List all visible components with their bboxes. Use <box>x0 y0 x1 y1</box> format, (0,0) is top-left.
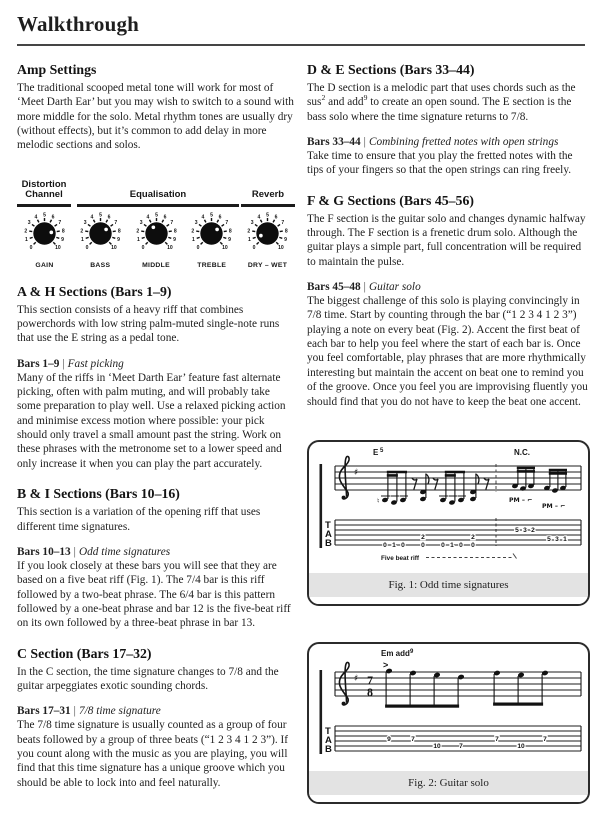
right-column <box>307 56 590 804</box>
natural-icon: ♮ <box>377 496 380 505</box>
chord-superscript: 9 <box>410 648 414 655</box>
svg-text:6: 6 <box>274 214 278 221</box>
add9-superscript: 9 <box>363 93 368 103</box>
two-column-layout <box>17 56 588 804</box>
tab-letter-a: A <box>325 734 332 746</box>
tab-number: 0 <box>401 541 405 549</box>
svg-text:5: 5 <box>43 212 46 219</box>
tab-number: 5 <box>547 535 551 543</box>
svg-text:7: 7 <box>225 219 229 226</box>
figure-2-caption: Fig. 2: Guitar solo <box>309 771 588 795</box>
tab-number: 1 <box>392 541 396 549</box>
svg-text:4: 4 <box>90 214 94 221</box>
knob-middle <box>129 211 184 269</box>
subhead-bars-1-9 <box>17 358 295 370</box>
subhead-topic: 7/8 time signature <box>78 705 161 718</box>
page-title: Walkthrough <box>17 12 140 36</box>
amp-group-headers <box>17 166 295 207</box>
intro-text: The D section is a melodic part that uses chords such as the sus <box>307 82 576 109</box>
amp-group-bar <box>17 204 71 207</box>
chord-label: Em add <box>381 648 410 658</box>
tab-number: 3 <box>523 526 527 534</box>
tab-number: 10 <box>517 742 525 750</box>
sharp-icon: ♯ <box>354 467 359 478</box>
knob-dial-icon <box>73 211 128 256</box>
subhead-bars-10-13 <box>17 546 295 558</box>
tab-number: 0 <box>383 541 387 549</box>
amp-group-reverb <box>241 190 295 206</box>
svg-text:5: 5 <box>266 212 269 219</box>
svg-text:9: 9 <box>228 236 232 243</box>
figure-padding <box>309 597 588 604</box>
notes-beamed <box>385 668 548 708</box>
amp-settings-heading: Amp Settings <box>17 62 97 77</box>
svg-text:0: 0 <box>196 244 200 251</box>
knob-label: TREBLE <box>197 261 227 269</box>
svg-text:0: 0 <box>252 244 256 251</box>
amp-group-label: Equalisation <box>129 189 187 201</box>
subhead-topic: Combining fretted notes with open strings <box>368 136 559 149</box>
no-chord-label: N.C. <box>514 447 530 457</box>
svg-text:10: 10 <box>222 244 229 251</box>
knob-dial-icon <box>17 211 72 256</box>
section-a-h-intro: This section consists of a heavy riff that combines powerchords with low string palm-muted single-note runs that use the E string as a pedal tone. <box>17 303 280 345</box>
svg-text:4: 4 <box>34 214 38 221</box>
svg-text:10: 10 <box>278 244 284 251</box>
svg-text:8: 8 <box>173 228 177 235</box>
section-b-i-heading: B & I Sections (Bars 10–16) <box>17 486 180 502</box>
bars-range: Bars 33–44 <box>307 136 361 149</box>
tab-number: 1 <box>450 541 454 549</box>
palm-mute-label: PM – ⌐ <box>542 502 566 510</box>
figure-1-caption: Fig. 1: Odd time signatures <box>309 573 588 597</box>
svg-text:1: 1 <box>80 236 84 243</box>
knob-dial-icon <box>240 211 295 256</box>
sus2-superscript: 2 <box>321 93 326 103</box>
amp-settings-diagram <box>17 166 295 269</box>
figure-padding <box>309 795 588 802</box>
tab-number: 0 <box>471 541 475 549</box>
tab-number: 2 <box>471 533 475 541</box>
knob-label: GAIN <box>35 261 54 269</box>
amp-group-label: Distortion Channel <box>21 178 67 201</box>
svg-text:5: 5 <box>154 212 158 219</box>
knob-dial-icon <box>184 211 239 256</box>
section-b-i-body: If you look closely at these bars you will see that they are based on a five beat riff (Fig. 1). The 7/4 bar is this riff followed by a two-beat phrase. The 6/4 bar is this pattern followed by a one-beat phrase and bar 12 is the five-beat riff on its own followed by a three-beat phrase in bar 13. <box>17 559 291 630</box>
tab-number: 0 <box>459 541 463 549</box>
amp-settings-body: The traditional scooped metal tone will work for most of ‘Meet Darth Ear’ but you may wish to switch to a sound with more middle for the solo. Metal rhythm tones are usually dry (without effects), but it’s common to add delay in more melodic sections and solos. <box>17 82 294 152</box>
notes-measure-1 <box>377 472 489 505</box>
accent-mark: > <box>383 659 389 670</box>
bars-range: Bars 17–31 <box>17 705 71 718</box>
fig2-notation <box>309 644 588 766</box>
svg-text:2: 2 <box>80 228 83 235</box>
svg-text:3: 3 <box>139 219 143 226</box>
title-rule <box>17 44 585 46</box>
svg-text:6: 6 <box>218 214 222 221</box>
tab-number: 0 <box>441 541 445 549</box>
tab-number: 10 <box>433 742 441 750</box>
section-d-e-heading: D & E Sections (Bars 33–44) <box>307 62 475 77</box>
svg-text:3: 3 <box>250 219 254 226</box>
svg-text:4: 4 <box>257 214 261 221</box>
svg-text:9: 9 <box>61 236 64 243</box>
five-beat-riff-label: Five beat riff <box>381 554 419 562</box>
section-d-e-intro <box>307 81 590 124</box>
tab-number: 7 <box>459 742 463 750</box>
section-f-g-body: The biggest challenge of this solo is playing convincingly in 7/8 time. Start by counting through the bar (“1 2 3 4 1 2 3”) playing a note on every beat (Fig. 2). Accent the first beat of each bar to help you feel where the start of each bar is. Once you feel comfortable, play phrases that are more rhythmically interesting but maintain the accent on beat one to remind you of the groove. Once you feel you are improvising fluently you should find that you do not have to keep the beat one accent. <box>307 295 588 408</box>
knob-label: DRY – WET <box>247 261 288 269</box>
chord-superscript: 5 <box>380 447 384 454</box>
tab-number: 1 <box>563 535 567 543</box>
subhead-topic: Guitar solo <box>368 281 421 294</box>
svg-text:6: 6 <box>51 214 55 221</box>
tab-letter-b: B <box>325 537 332 549</box>
svg-text:5: 5 <box>210 212 214 219</box>
svg-text:6: 6 <box>107 214 111 221</box>
svg-text:7: 7 <box>281 219 285 226</box>
subhead-topic: Fast picking <box>67 357 124 370</box>
tab-letter-a: A <box>325 528 332 540</box>
bars-range: Bars 1–9 <box>17 357 60 370</box>
svg-text:0: 0 <box>85 244 89 251</box>
svg-text:2: 2 <box>247 228 251 235</box>
tab-number: 3 <box>555 535 559 543</box>
chord-label: E <box>373 447 379 457</box>
knob-dry-wet <box>240 211 295 269</box>
tab-number: 7 <box>411 735 415 743</box>
tab-letter-t: T <box>325 725 331 737</box>
bars-range: Bars 45–48 <box>307 281 361 294</box>
riff-extent-arrow <box>513 553 517 558</box>
svg-text:4: 4 <box>201 214 205 221</box>
svg-text:2: 2 <box>24 228 28 235</box>
knob-label: MIDDLE <box>142 261 170 269</box>
subhead-bars-45-48 <box>307 281 590 293</box>
subhead-bars-33-44 <box>307 136 590 148</box>
section-d-e-body: Take time to ensure that you play the fretted notes with the tips of your fingers so that the open strings can ring freely. <box>307 150 573 177</box>
tab-number: 2 <box>421 533 425 541</box>
svg-text:7: 7 <box>114 219 117 226</box>
svg-text:9: 9 <box>172 236 176 243</box>
figure-2-box <box>307 642 590 804</box>
knob-dial-icon <box>129 211 184 256</box>
subhead-bars-17-31 <box>17 705 295 717</box>
pipe-separator: | <box>73 545 76 558</box>
tab-staff <box>325 726 581 755</box>
pipe-separator: | <box>363 136 366 149</box>
tab-number: 9 <box>387 735 391 743</box>
svg-text:8: 8 <box>229 228 232 235</box>
left-column <box>17 56 295 804</box>
subhead-topic: Odd time signatures <box>78 545 171 558</box>
figure-1-box <box>307 440 590 606</box>
bars-range: Bars 10–13 <box>17 545 71 558</box>
svg-text:3: 3 <box>83 219 87 226</box>
section-f-g-heading: F & G Sections (Bars 45–56) <box>307 192 474 208</box>
knob-bass <box>73 211 128 269</box>
tab-number: 7 <box>495 735 499 743</box>
svg-text:1: 1 <box>192 236 196 243</box>
pipe-separator: | <box>363 281 366 294</box>
fig1-notation <box>309 442 588 568</box>
svg-text:1: 1 <box>248 236 251 243</box>
pipe-separator: | <box>73 705 76 718</box>
palm-mute-label: PM – ⌐ <box>509 496 533 504</box>
knob-row <box>17 211 295 269</box>
section-c-intro: In the C section, the time signature changes to 7/8 and the guitar arpeggiates exotic sounding chords. <box>17 665 279 692</box>
section-a-h-body: Many of the riffs in ‘Meet Darth Ear’ feature fast alternate picking, often with palm muting, and will probably take some preparation to play well. Use a relaxed picking action and minimise excess motion where possible: your pick should only travel a small amount past the string. Work on these phrases with the metronome set to a lower speed and only increase it when you can play the part accurately. <box>17 371 286 470</box>
tab-staff <box>325 520 581 549</box>
section-f-g-intro: The F section is the guitar solo and changes dynamic halfway through. The F section is a frenetic drum solo. Although the guitar plays a simple part, full concentration will be required to maintain the pulse. <box>307 212 586 268</box>
svg-text:4: 4 <box>146 214 149 221</box>
amp-group-equalisation <box>77 190 239 206</box>
time-signature-top: 7 <box>367 672 373 687</box>
intro-text: and add <box>325 96 364 109</box>
svg-text:7: 7 <box>169 219 173 226</box>
svg-text:9: 9 <box>116 236 120 243</box>
svg-text:10: 10 <box>110 244 117 251</box>
svg-text:9: 9 <box>284 236 287 243</box>
amp-group-bar <box>241 204 295 207</box>
svg-text:6: 6 <box>163 214 166 221</box>
svg-text:8: 8 <box>61 228 65 235</box>
knob-gain <box>17 211 72 269</box>
knob-treble <box>184 211 239 269</box>
amp-group-bar <box>77 204 239 207</box>
intro-text: to create an open sound. The E section is the bass solo where the time signature returns to 7/8. <box>307 96 572 123</box>
svg-text:0: 0 <box>29 244 33 251</box>
svg-text:1: 1 <box>136 236 140 243</box>
time-signature-bottom: 8 <box>367 684 373 699</box>
tab-number: 0 <box>421 541 425 549</box>
tab-number: 2 <box>531 526 535 534</box>
pipe-separator: | <box>62 357 65 370</box>
svg-text:3: 3 <box>27 219 31 226</box>
svg-text:0: 0 <box>141 244 144 251</box>
svg-text:8: 8 <box>117 228 121 235</box>
svg-text:3: 3 <box>195 219 198 226</box>
svg-text:5: 5 <box>98 212 102 219</box>
music-staff <box>335 466 581 490</box>
section-c-body: The 7/8 time signature is usually counted as a group of four beats followed by a group of three beats (“1 2 3 4 1 2 3”). If you count along with the music as you are playing, you will find that this time signature has a unique groove which you should be able to lock into and feel naturally. <box>17 719 289 789</box>
tab-letter-b: B <box>325 743 332 755</box>
amp-group-distortion <box>17 180 71 207</box>
section-a-h-heading: A & H Sections (Bars 1–9) <box>17 283 172 299</box>
section-b-i-intro: This section is a variation of the opening riff that uses different time signatures. <box>17 506 261 533</box>
tab-letter-t: T <box>325 519 331 531</box>
svg-text:10: 10 <box>166 244 173 251</box>
section-c-heading: C Section (Bars 17–32) <box>17 645 152 661</box>
knob-label: BASS <box>90 261 111 269</box>
svg-text:7: 7 <box>58 219 62 226</box>
svg-text:1: 1 <box>25 236 28 243</box>
tab-number: 7 <box>543 735 547 743</box>
svg-text:2: 2 <box>191 228 195 235</box>
staff-bracket <box>320 670 323 754</box>
staff-bracket <box>320 464 323 548</box>
amp-group-label: Reverb <box>251 189 285 201</box>
svg-text:2: 2 <box>135 228 139 235</box>
svg-text:8: 8 <box>284 228 288 235</box>
svg-text:10: 10 <box>55 244 61 251</box>
tab-number: 5 <box>515 526 519 534</box>
sharp-icon: ♯ <box>354 673 359 684</box>
